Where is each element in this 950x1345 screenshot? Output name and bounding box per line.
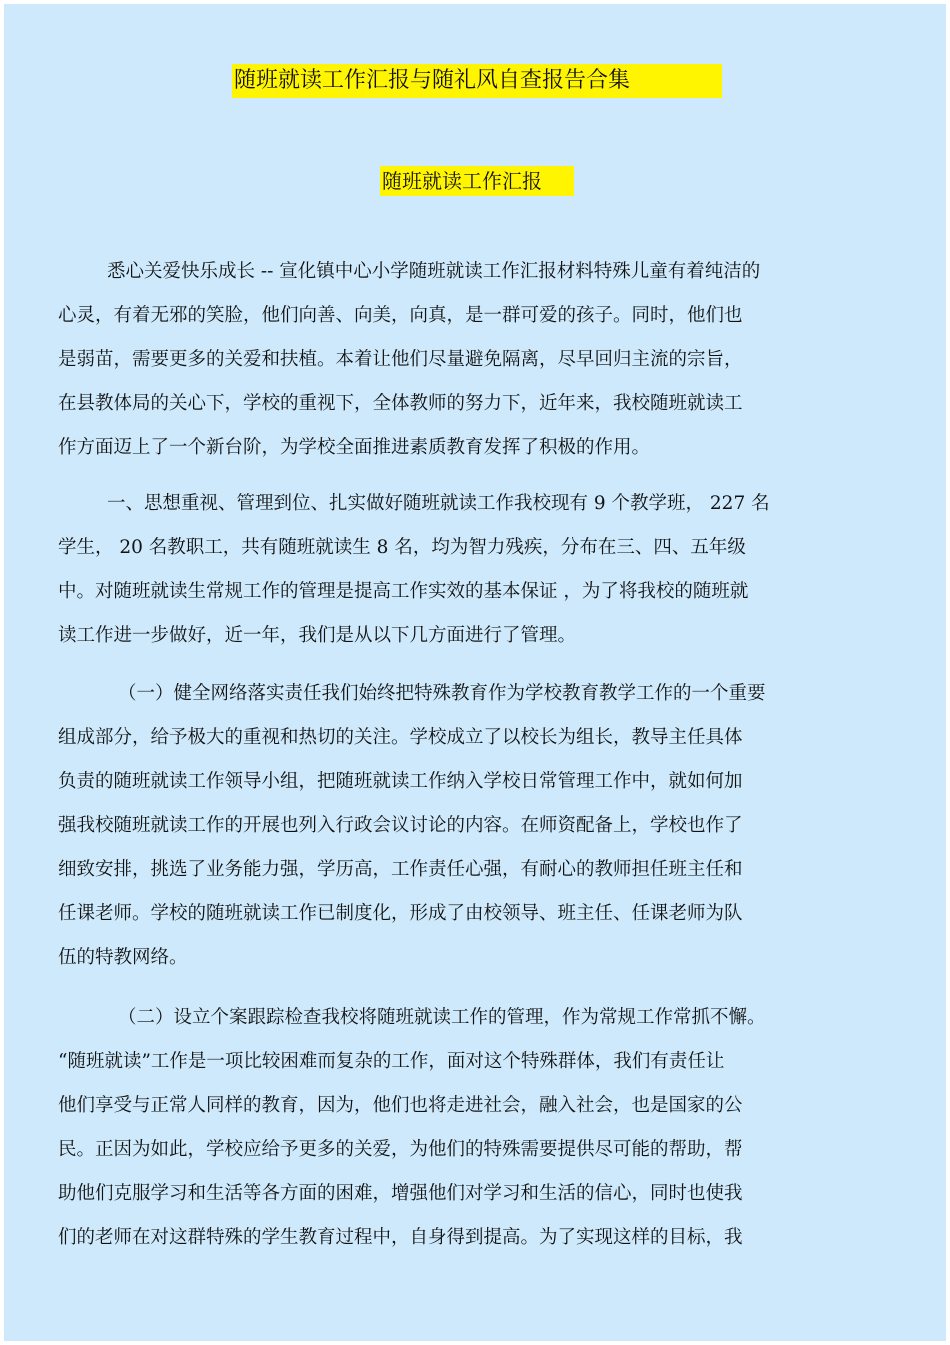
paragraph-intro xyxy=(58,250,760,470)
paragraph-line: 负责的随班就读工作领导小组，把随班就读工作纳入学校日常管理工作中，就如何加 xyxy=(58,771,743,792)
paragraph-subsection-one xyxy=(58,672,766,980)
document-section-title: 随班就读工作汇报 xyxy=(380,166,574,196)
paragraph-line: 中。对随班就读生常规工作的管理是提高工作实效的基本保证 ，为了将我校的随班就 xyxy=(58,581,749,602)
paragraph-section-one xyxy=(58,482,770,658)
paragraph-line: 他们享受与正常人同样的教育，因为，他们也将走进社会，融入社会，也是国家的公 xyxy=(58,1095,743,1116)
document-page xyxy=(4,4,946,1341)
paragraph-line: 是弱苗，需要更多的关爱和扶植。本着让他们尽量避免隔离，尽早回归主流的宗旨， xyxy=(58,349,743,370)
paragraph-line: 学生， 20 名教职工，共有随班就读生 8 名，均为智力残疾，分布在三、四、五年级 xyxy=(58,537,746,558)
paragraph-line: 组成部分，给予极大的重视和热切的关注。学校成立了以校长为组长，教导主任具体 xyxy=(58,727,743,748)
paragraph-line: 伍的特教网络。 xyxy=(58,947,188,968)
paragraph-line: 们的老师在对这群特殊的学生教育过程中，自身得到提高。为了实现这样的目标，我 xyxy=(58,1227,743,1248)
paragraph-line: 任课老师。学校的随班就读工作已制度化，形成了由校领导、班主任、任课老师为队 xyxy=(58,903,743,924)
paragraph-line: “随班就读”工作是一项比较困难而复杂的工作，面对这个特殊群体，我们有责任让 xyxy=(58,1051,725,1072)
paragraph-line: （二）设立个案跟踪检查我校将随班就读工作的管理，作为常规工作常抓不懈。 xyxy=(118,1007,766,1028)
paragraph-line: 在县教体局的关心下，学校的重视下，全体教师的努力下，近年来，我校随班就读工 xyxy=(58,393,743,414)
paragraph-line: 民。正因为如此，学校应给予更多的关爱，为他们的特殊需要提供尽可能的帮助，帮 xyxy=(58,1139,743,1160)
paragraph-line: 悉心关爱快乐成长 -- 宣化镇中心小学随班就读工作汇报材料特殊儿童有着纯洁的 xyxy=(107,261,761,282)
paragraph-line: 强我校随班就读工作的开展也列入行政会议讨论的内容。在师资配备上，学校也作了 xyxy=(58,815,743,836)
paragraph-line: 一、思想重视、管理到位、扎实做好随班就读工作我校现有 9 个教学班， 227 名 xyxy=(107,493,770,514)
document-main-title: 随班就读工作汇报与随礼风自查报告合集 xyxy=(232,64,722,98)
paragraph-line: （一）健全网络落实责任我们始终把特殊教育作为学校教育教学工作的一个重要 xyxy=(118,683,766,704)
paragraph-line: 读工作进一步做好，近一年，我们是从以下几方面进行了管理。 xyxy=(58,625,577,646)
paragraph-line: 细致安排，挑选了业务能力强，学历高，工作责任心强，有耐心的教师担任班主任和 xyxy=(58,859,743,880)
paragraph-line: 作方面迈上了一个新台阶，为学校全面推进素质教育发挥了积极的作用。 xyxy=(58,437,651,458)
paragraph-subsection-two xyxy=(58,996,766,1260)
paragraph-line: 心灵，有着无邪的笑脸，他们向善、向美，向真，是一群可爱的孩子。同时，他们也 xyxy=(58,305,743,326)
paragraph-line: 助他们克服学习和生活等各方面的困难，增强他们对学习和生活的信心，同时也使我 xyxy=(58,1183,743,1204)
